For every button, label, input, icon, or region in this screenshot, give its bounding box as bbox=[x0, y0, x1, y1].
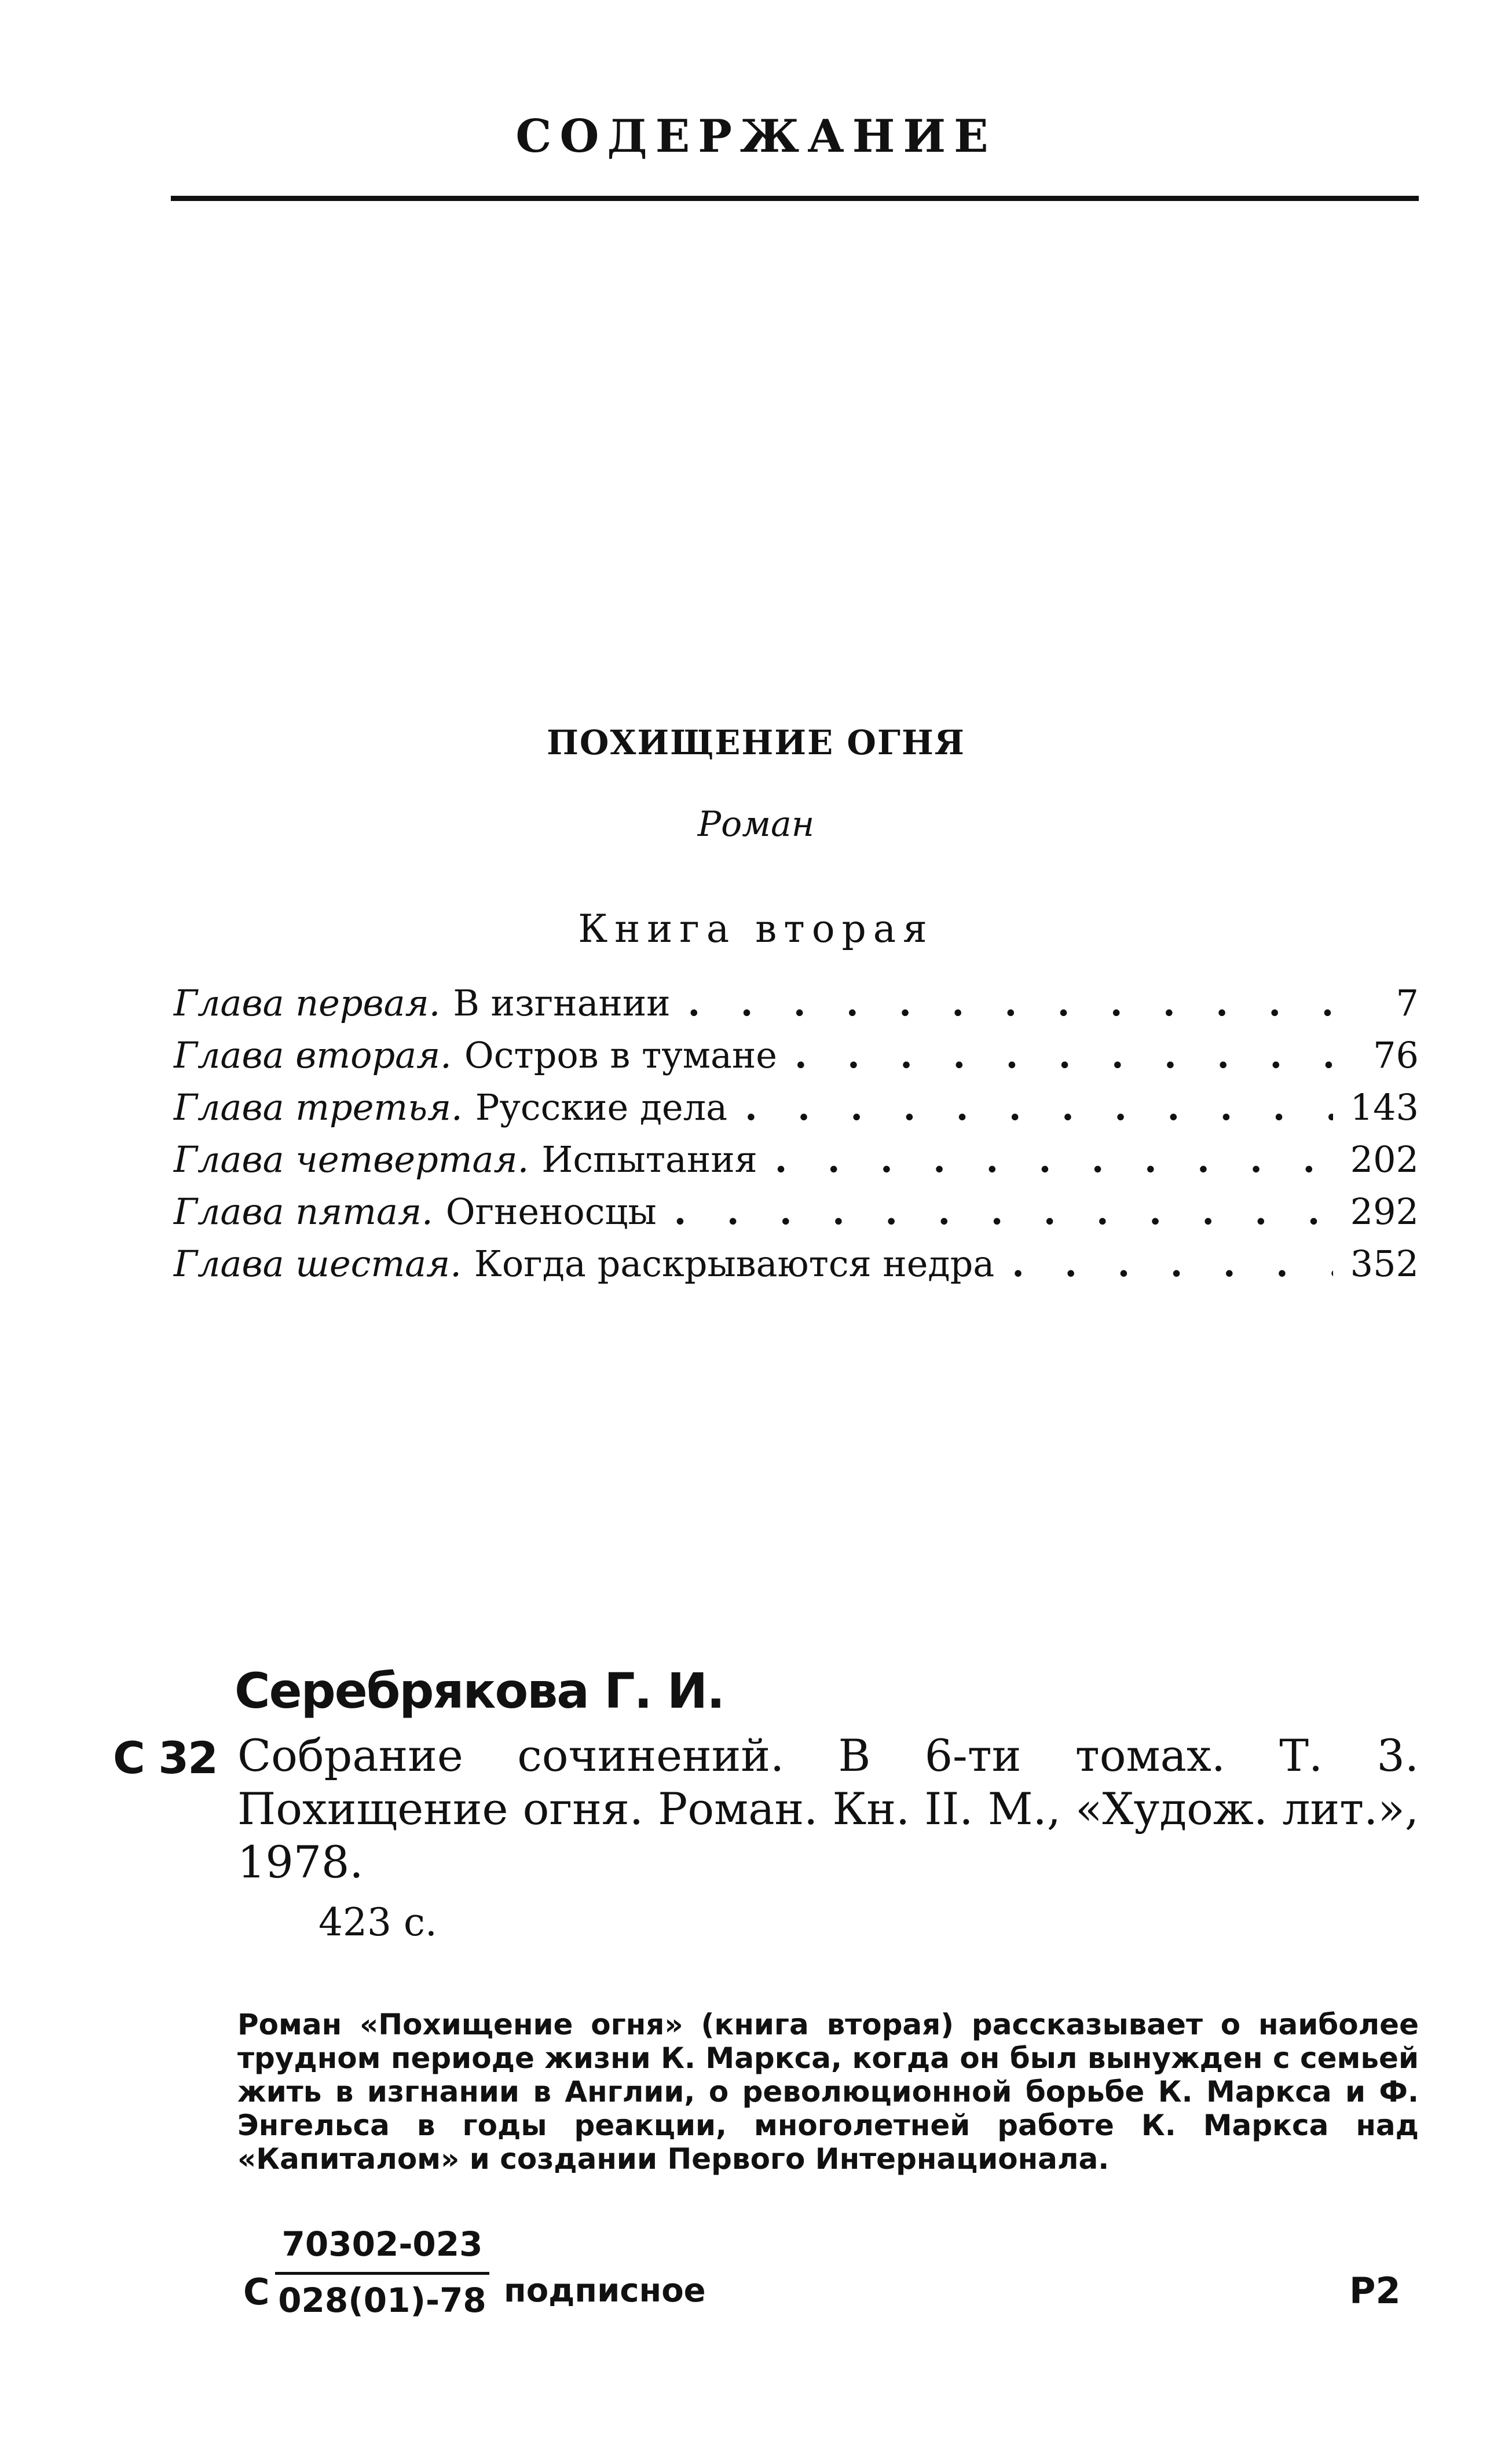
toc-chapter-title: Русские дела bbox=[475, 1086, 728, 1128]
footer-index-letter: С bbox=[243, 2271, 270, 2313]
book-annotation: Роман «Похищение огня» (книга вторая) рассказывает о наиболее трудном периоде жизни К. Маркса, когда он был вынужден с семьей жить в изгнании в Англии, о революционной борьбе К. Маркса и Ф. Энгельса в годы реакции, многолетней работе К. Маркса над «Капиталом» и создании Первого Интернационала. bbox=[237, 2008, 1419, 2176]
toc-chapter-title: В изгнании bbox=[453, 982, 671, 1024]
toc-page-number: 202 bbox=[1350, 1138, 1419, 1181]
toc-leader-dots bbox=[795, 1034, 1338, 1076]
toc-leader-dots bbox=[1012, 1243, 1332, 1285]
toc-chapter-label: Глава вторая. bbox=[174, 1034, 452, 1076]
toc-leader-dots bbox=[688, 982, 1338, 1024]
toc-page-number: 352 bbox=[1350, 1243, 1419, 1285]
toc-chapter-title: Огненосцы bbox=[445, 1190, 657, 1233]
header-divider bbox=[171, 196, 1419, 201]
toc-entry bbox=[174, 1138, 1419, 1190]
biblio-page-count: 423 с. bbox=[318, 1900, 437, 1945]
footer-index-fraction bbox=[275, 2224, 489, 2325]
toc-entry bbox=[174, 1190, 1419, 1243]
biblio-code: С 32 bbox=[113, 1732, 217, 1784]
toc-chapter-label: Глава третья. bbox=[174, 1086, 463, 1128]
footer-classification: Р2 bbox=[1349, 2270, 1401, 2312]
toc-chapter-label: Глава пятая. bbox=[174, 1190, 433, 1233]
toc-leader-dots bbox=[674, 1190, 1333, 1233]
toc-entry bbox=[174, 1034, 1419, 1086]
toc-page-number: 76 bbox=[1373, 1034, 1419, 1076]
toc-entry bbox=[174, 1086, 1419, 1138]
toc-chapter-label: Глава шестая. bbox=[174, 1243, 462, 1285]
toc-chapter-title: Остров в тумане bbox=[464, 1034, 777, 1076]
toc-chapter-title: Когда раскрываются недра bbox=[474, 1243, 995, 1285]
toc-page-number: 7 bbox=[1396, 982, 1419, 1024]
toc-leader-dots bbox=[775, 1138, 1333, 1181]
table-of-contents bbox=[174, 982, 1419, 1295]
fraction-line bbox=[275, 2272, 489, 2275]
biblio-description: Собрание сочинений. В 6-ти томах. Т. 3. Похищение огня. Роман. Кн. II. М., «Худож. лит.», 1978. bbox=[237, 1730, 1419, 1888]
toc-chapter-title: Испытания bbox=[541, 1138, 757, 1181]
book-part: Книга вторая bbox=[578, 907, 934, 951]
biblio-author: Серебрякова Г. И. bbox=[235, 1663, 724, 1719]
toc-page-number: 292 bbox=[1350, 1190, 1419, 1233]
toc-chapter-label: Глава первая. bbox=[174, 982, 441, 1024]
toc-page-number: 143 bbox=[1350, 1086, 1419, 1128]
book-genre: Роман bbox=[697, 804, 815, 845]
footer-denominator: 028(01)-78 bbox=[278, 2281, 486, 2320]
toc-chapter-label: Глава четвертая. bbox=[174, 1138, 529, 1181]
footer-numerator: 70302-023 bbox=[281, 2224, 483, 2264]
page-title: СОДЕРЖАНИЕ bbox=[515, 110, 997, 163]
footer-subscription-status: подписное bbox=[504, 2272, 706, 2310]
toc-leader-dots bbox=[745, 1086, 1333, 1128]
toc-entry bbox=[174, 982, 1419, 1034]
book-title: ПОХИЩЕНИЕ ОГНЯ bbox=[547, 723, 965, 762]
toc-entry bbox=[174, 1243, 1419, 1295]
